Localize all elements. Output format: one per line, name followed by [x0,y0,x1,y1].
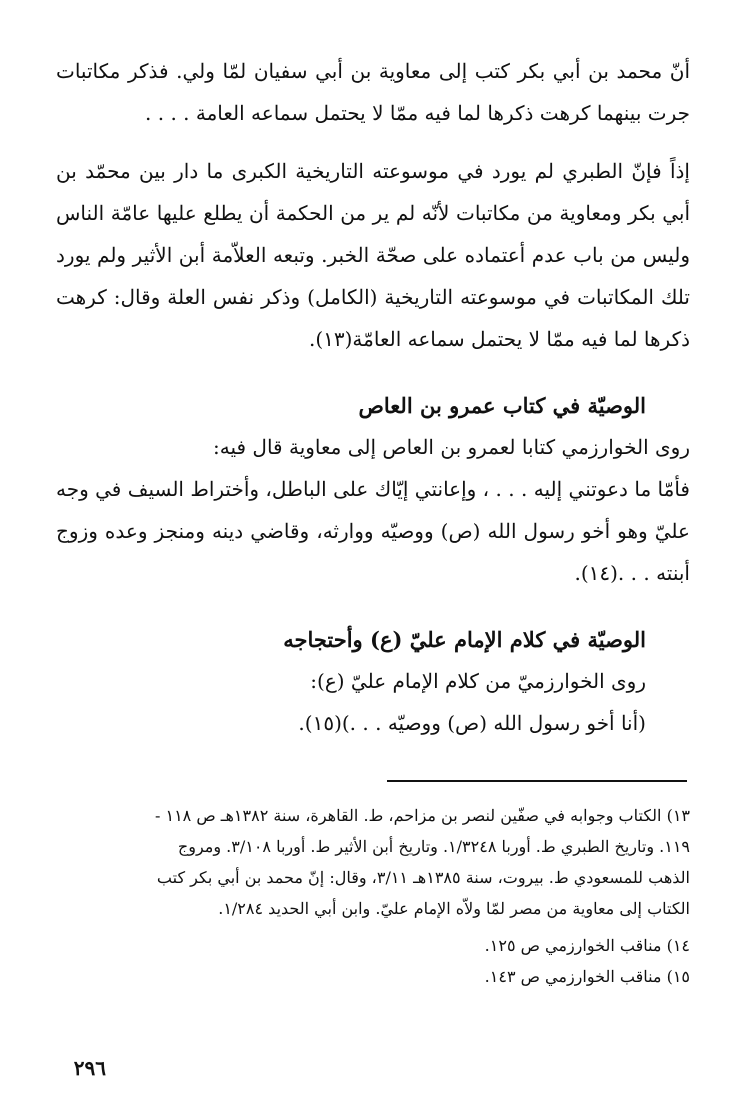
paragraph-tabari-commentary: إذاً فإنّ الطبري لم يورد في موسوعته التاريخية الكبرى ما دار بين محمّد بن أبي بكر ومعاوية من مكاتبات لأنّه لم ير من الحكمة أن يطلع عليها عامّة الناس وليس من باب عدم أعتماده على صحّة الخبر. وتبعه العلاّمة أبن الأثير ولم يورد تلك المكاتبات في موسوعته التاريخية (الكامل) وذكر نفس العلة وقال: كرهت ذكرها لما فيه ممّا لا يحتمل سماعه العامّة(١٣). [56,159,690,351]
paragraph-continuation: أنّ محمد بن أبي بكر كتب إلى معاوية بن أبي سفيان لمّا ولي. فذكر مكاتبات جرت بينهما كرهت ذكرها لما فيه ممّا لا يحتمل سماعه العامة . . . . [56,59,690,125]
section-heading: الوصيّة في كتاب عمرو بن العاص [358,393,646,418]
footnote-13 [56,800,690,924]
document-page [56,50,690,992]
footnote-14: ١٤) مناقب الخوارزمي ص ١٢٥. [484,936,690,955]
footnote-divider [387,780,687,782]
section-intro: روى الخوارزميّ من كلام الإمام عليّ (ع): [310,669,646,693]
section-intro: روى الخوارزمي كتابا لعمرو بن العاص إلى معاوية قال فيه: [213,435,690,459]
section-amr-letter [56,386,690,594]
footnote-line: الكتاب إلى معاوية من مصر لمّا ولاّه الإمام عليّ. وابن أبي الحديد ١/٢٨٤. [218,899,690,918]
page-number: ٢٩٦ [73,1056,106,1080]
footnote-line: ١٣) الكتاب وجوابه في صفّين لنصر بن مزاحم، ط. القاهرة، سنة ١٣٨٢هـ ص ١١٨ - [154,806,690,825]
footnote-15: ١٥) مناقب الخوارزمي ص ١٤٣. [484,967,690,986]
footnote-line: الذهب للمسعودي ط. بيروت، سنة ١٣٨٥هـ ٣/١١، وقال: إنّ محمد بن أبي بكر كتب [156,868,690,887]
section-quote: (أنا أخو رسول الله (ص) ووصيّه . . .)(١٥). [298,711,646,735]
section-imam-ali-speech [56,620,690,744]
section-heading: الوصيّة في كلام الإمام عليّ (ع) وأحتجاجه [283,627,646,652]
section-quote: فأمّا ما دعوتني إليه . . . ، وإعانتي إيّاك على الباطل، وأختراط السيف في وجه عليّ وهو أخو رسول الله (ص) ووصيّه ووارثه، وقاضي دينه ومنجز وعده وزوج أبنته . . .(١٤). [56,477,690,585]
footnotes [56,800,690,992]
footnote-line: ١١٩. وتاريخ الطبري ط. أوربا ١/٣٢٤٨. وتاريخ أبن الأثير ط. أوربا ٣/١٠٨. ومروج [177,837,690,856]
